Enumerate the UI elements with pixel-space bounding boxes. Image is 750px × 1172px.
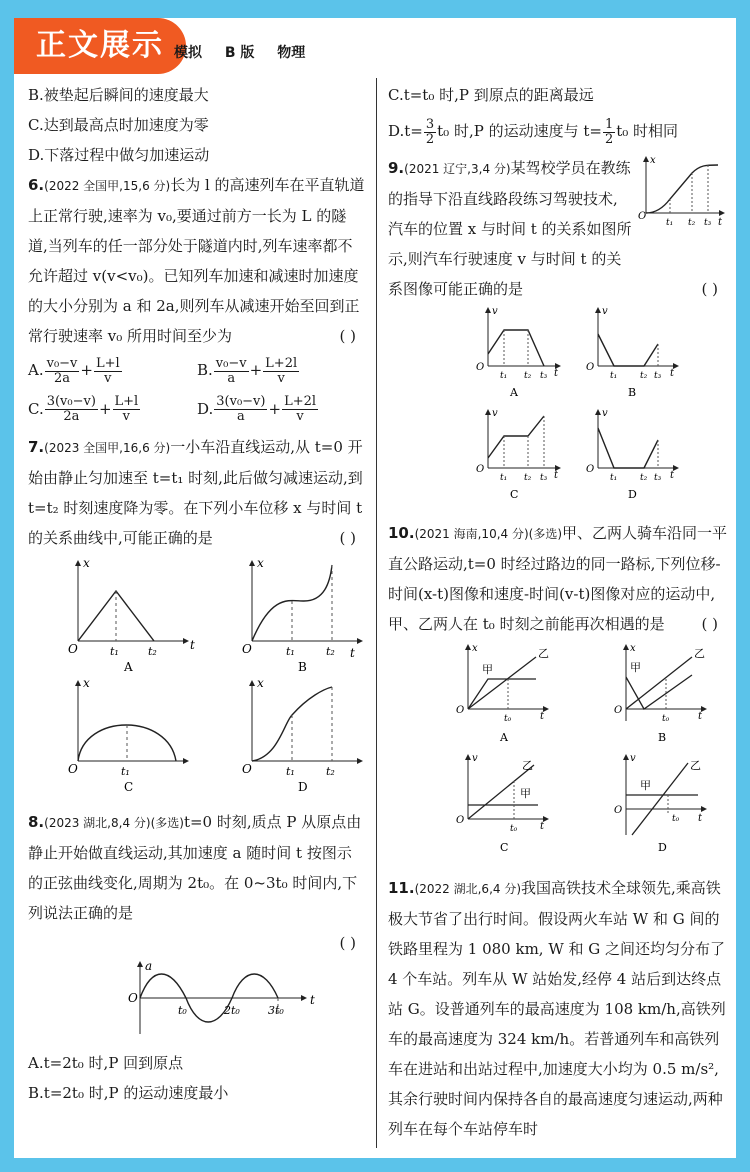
q5-option-d: D.下落过程中做匀加速运动: [28, 146, 210, 164]
q7-a-caption: A: [124, 660, 133, 674]
q6-d-den2: v: [296, 409, 304, 424]
q9-b-t2: t₂: [640, 370, 648, 381]
q8-answer-blank: ( ): [339, 934, 356, 952]
column-divider: [376, 78, 377, 1148]
q6-text: 长为 l 的高速列车在平直轨道上正常行驶,速率为 v₀,要通过前方一长为 L 的隧道,当列车的任一部分处于隧道内时,列车速率都不允许超过 v(v<v₀)。已知列车加速和减速时加速度的大小分别为 a 和 2a,则列车从减速开始至回到正常行驶速率 v₀ 所用时间至少为: [28, 176, 365, 345]
q7-b-t1: t₁: [286, 645, 295, 658]
header-tag: 模拟: [174, 45, 202, 61]
q9-a-tlabel: t: [554, 367, 559, 379]
q6-d-num2: L+2l: [284, 394, 317, 409]
q10-c-origin: O: [456, 814, 465, 826]
section-banner: 正文展示: [14, 18, 186, 74]
q7-c-origin: O: [68, 762, 78, 776]
q10-d-caption: D: [658, 840, 667, 854]
page: [14, 18, 736, 1158]
q9-c-vlabel: v: [492, 407, 498, 419]
q6-c-num2: L+l: [114, 394, 139, 409]
q9-xt-origin: O: [638, 210, 647, 222]
q9-b-t1: t₁: [610, 370, 618, 381]
q6-a-den2: v: [104, 370, 112, 386]
q9-xt-t2: t₂: [688, 217, 696, 228]
q9-b-t3: t₃: [654, 370, 662, 381]
q10-text: 甲、乙两人骑车沿同一平直公路运动,t=0 时经过路边的同一路标,下列位移-时间(x-t)图像和速度-时间(v-t)图像对应的运动中,甲、乙两人在 t₀ 时刻之前能再次相遇的是: [388, 523, 728, 633]
q6-c-label: C.: [28, 399, 44, 418]
q9-xt-figure: [638, 153, 728, 233]
q10-d-yi: 乙: [690, 758, 701, 772]
q10-a-yi: 乙: [538, 646, 549, 660]
q10-fig-a: [456, 643, 549, 744]
q10-d-tlabel: t: [698, 812, 703, 824]
q6-a-frac2: [94, 357, 122, 386]
q9-d-caption: D: [628, 487, 637, 501]
q9-a-origin: O: [476, 361, 485, 373]
q8-d-part1: D.t=: [388, 122, 423, 140]
q9-c-t1: t₁: [500, 472, 508, 483]
q10-b-tlabel: t: [698, 710, 703, 722]
q10-b-caption: B: [658, 730, 667, 744]
q10-c-t0: t₀: [510, 823, 518, 834]
question-11: [388, 873, 728, 1144]
q7-figures: [28, 553, 366, 793]
q8-d-num2: 1: [604, 116, 614, 132]
q7-b-xlabel: x: [257, 556, 264, 570]
question-9: [388, 153, 728, 304]
q7-d-xlabel: x: [257, 676, 264, 690]
q9-d-t1: t₁: [610, 472, 618, 483]
q6-option-c: C. $\frac{\text{3(v₀−v)}}{2a}$ + $\frac{L+l}{v}$: [28, 394, 139, 424]
q10-number: 10.: [388, 523, 415, 542]
left-column: [28, 80, 366, 1108]
q5-option-b: B.被垫起后瞬间的速度最大: [28, 86, 209, 104]
q9-d-tlabel: t: [670, 469, 675, 481]
q7-d-origin: O: [242, 762, 252, 776]
q9-c-tlabel: t: [554, 469, 559, 481]
q8-alabel: a: [145, 959, 153, 973]
q8-option-c: C.t=t₀ 时,P 到原点的距离最远: [388, 86, 594, 104]
q7-b-t2: t₂: [326, 645, 335, 658]
q10-b-jia: 甲: [630, 660, 641, 674]
q9-d-origin: O: [586, 463, 595, 475]
q8-tlabel: t: [310, 993, 315, 1007]
q6-source: (2022 全国甲,15,6 分): [44, 179, 171, 193]
q6-options-row-1: [28, 355, 366, 386]
q6-b-den2: v: [277, 370, 285, 386]
q8-figure: [28, 958, 366, 1038]
q6-answer-blank: ( ): [339, 327, 356, 345]
q9-d-t3: t₃: [654, 472, 662, 483]
q10-a-xlabel: x: [472, 642, 478, 654]
q7-d-t2: t₂: [326, 765, 335, 778]
q7-source: (2023 全国甲,16,6 分): [44, 441, 171, 455]
q8-d-frac2: [603, 118, 615, 147]
q6-d-den1: a: [236, 409, 245, 424]
q10-b-origin: O: [614, 704, 623, 716]
q9-b-origin: O: [586, 361, 595, 373]
q10-b-t0: t₀: [662, 713, 670, 724]
q10-d-jia: 甲: [640, 778, 651, 792]
q9-fig-c: [476, 408, 560, 501]
q9-text: 某驾校学员在教练的指导下沿直线路段练习驾驶技术,汽车的位置 x 与时间 t 的关系如图所示,则汽车行驶速度 v 与时间 t 的关系图像可能正确的是: [388, 158, 632, 298]
q7-fig-b: [242, 556, 362, 674]
question-7: [28, 432, 366, 553]
q9-number: 9.: [388, 158, 405, 177]
q10-c-caption: C: [500, 840, 509, 854]
q6-c-den2: v: [122, 409, 131, 424]
q7-fig-a: [68, 556, 195, 674]
q9-a-caption: A: [510, 385, 518, 399]
q8-d-den1: 2: [425, 131, 435, 147]
q8-3t0: 3t₀: [268, 1004, 284, 1017]
q9-c-caption: C: [510, 487, 519, 501]
q9-d-t2: t₂: [640, 472, 648, 483]
right-column: [388, 80, 728, 1144]
q7-a-t2: t₂: [148, 645, 157, 658]
q7-number: 7.: [28, 438, 45, 456]
q7-c-xlabel: x: [83, 676, 90, 690]
q9-b-caption: B: [628, 385, 637, 399]
q7-b-origin: O: [242, 642, 252, 656]
q10-a-t0: t₀: [504, 713, 512, 724]
q5-option-c: C.达到最高点时加速度为零: [28, 116, 209, 134]
q10-c-yi: 乙: [522, 758, 533, 772]
q7-a-origin: O: [68, 642, 78, 656]
q10-d-t0: t₀: [672, 813, 680, 824]
q9-fig-a: [476, 306, 560, 399]
question-6: [28, 170, 366, 351]
q7-a-tlabel: t: [190, 638, 195, 652]
q9-a-vlabel: v: [492, 305, 498, 317]
q6-a-label: A.: [28, 361, 44, 379]
q10-c-vlabel: v: [472, 752, 478, 764]
q8-d-part2: t₀ 时,P 的运动速度与 t=: [437, 122, 602, 140]
q6-option-b: B. $\frac{\text{v₀−v}}{a}$ + $\frac{L+2l}{v}$: [197, 355, 298, 386]
q10-a-jia: 甲: [482, 662, 493, 676]
q10-fig-b: [614, 643, 706, 744]
q8-d-frac1: [424, 118, 436, 147]
q10-a-caption: A: [500, 730, 508, 744]
q6-d-label: D.: [197, 399, 214, 418]
q8-origin: O: [128, 991, 138, 1005]
q10-answer-blank: ( ): [701, 614, 718, 633]
q7-a-t1: t₁: [110, 645, 119, 658]
q8-option-b: B.t=2t₀ 时,P 的运动速度最小: [28, 1084, 229, 1102]
q8-d-part3: t₀ 时相同: [616, 122, 679, 140]
q10-a-origin: O: [456, 704, 465, 716]
header-subject: 物理: [277, 45, 306, 61]
q8-t0: t₀: [178, 1004, 187, 1017]
question-10: [388, 518, 728, 639]
q6-c-frac2: [113, 395, 141, 424]
q11-source: (2022 湖北,6,4 分): [414, 881, 522, 896]
q7-d-caption: D: [298, 780, 308, 793]
q6-d-num1: 3(v₀−v): [216, 394, 266, 409]
q10-d-origin: O: [614, 804, 623, 816]
q8-number: 8.: [28, 813, 45, 831]
q9-fig-b: [586, 306, 678, 399]
q6-d-frac2: [282, 395, 318, 424]
q9-fig-d: [586, 408, 678, 501]
q8-source: (2023 湖北,8,4 分)(多选): [44, 816, 184, 830]
q10-fig-c: [456, 753, 548, 854]
q10-figures: [388, 639, 728, 859]
q6-c-frac1: [45, 395, 98, 424]
q10-b-xlabel: x: [630, 642, 636, 654]
q10-source: (2021 海南,10,4 分)(多选): [414, 526, 563, 541]
q7-b-caption: B: [298, 660, 307, 674]
q9-a-t3: t₃: [540, 370, 548, 381]
q10-c-tlabel: t: [540, 820, 545, 832]
q6-options-row-2: [28, 394, 366, 425]
q6-a-num1: v₀−v: [46, 355, 78, 371]
q6-c-den1: 2a: [63, 409, 80, 424]
q9-c-t3: t₃: [540, 472, 548, 483]
q6-a-num2: L+l: [95, 355, 120, 371]
q9-source: (2021 辽宁,3,4 分): [404, 161, 511, 176]
q7-b-tlabel: t: [350, 646, 355, 660]
q11-number: 11.: [388, 878, 415, 897]
q9-b-tlabel: t: [670, 367, 675, 379]
q8-option-d: [388, 116, 728, 147]
q6-option-d: D. $\frac{\text{3(v₀−v)}}{a}$ + $\frac{L+2l}{v}$: [197, 394, 317, 424]
header-edition: B 版: [224, 45, 255, 61]
q8-text: t=0 时刻,质点 P 从原点由静止开始做直线运动,其加速度 a 随时间 t 按图示的正弦曲线变化,周期为 2t₀。在 0~3t₀ 时间内,下列说法正确的是: [28, 813, 362, 922]
q8-option-a: A.t=2t₀ 时,P 回到原点: [28, 1054, 184, 1072]
q7-c-t1: t₁: [121, 765, 130, 778]
q6-b-label: B.: [197, 361, 213, 379]
q7-text: 一小车沿直线运动,从 t=0 开始由静止匀加速至 t=t₁ 时刻,此后做匀减速运动,到 t=t₂ 时刻速度降为零。在下列小车位移 x 与时间 t 的关系曲线中,可能正确的是: [28, 438, 363, 547]
q8-d-num1: 3: [425, 116, 435, 132]
q9-xt-tlabel: t: [718, 216, 723, 228]
q10-d-vlabel: v: [630, 752, 636, 764]
q9-a-t2: t₂: [524, 370, 532, 381]
question-8: [28, 807, 366, 928]
q7-fig-d: [242, 676, 362, 793]
q7-c-caption: C: [124, 780, 134, 793]
q10-a-tlabel: t: [540, 710, 545, 722]
q6-number: 6.: [28, 176, 45, 194]
q9-answer-blank: ( ): [701, 279, 718, 298]
q6-b-num1: v₀−v: [215, 355, 247, 371]
q9-figures: [388, 304, 728, 504]
q7-fig-c: [68, 676, 188, 793]
q9-xt-xlabel: x: [650, 154, 656, 166]
q7-answer-blank: ( ): [339, 529, 356, 547]
q9-c-t2: t₂: [524, 472, 532, 483]
q6-b-num2: L+2l: [265, 355, 298, 371]
q6-option-a: A. $\frac{\text{v₀−v}}{2a}$ + $\frac{L+l}{v}$: [28, 355, 120, 386]
q9-c-origin: O: [476, 463, 485, 475]
q9-xt-t3: t₃: [704, 217, 712, 228]
q9-a-t1: t₁: [500, 370, 508, 381]
q10-c-jia: 甲: [520, 786, 531, 800]
q10-fig-d: [614, 753, 706, 854]
q6-a-den1: 2a: [53, 370, 71, 386]
q8-d-den2: 2: [604, 131, 614, 147]
q6-a-frac1: [45, 357, 80, 386]
page-header: [174, 42, 323, 62]
q10-b-yi: 乙: [694, 646, 705, 660]
q6-d-frac1: [214, 395, 267, 424]
q6-b-frac2: [263, 357, 299, 386]
q11-text: 我国高铁技术全球领先,乘高铁极大节省了出行时间。假设两火车站 W 和 G 间的铁路里程为 1 080 km, W 和 G 之间还均匀分布了 4 个车站。列车从 W 站始发,经停 4 站后到达终点站 G。设普通列车的最高速度为 108 km/h,高铁列车的最高速度为 324 km/h。若普通列车和高铁列车在进站和出站过程中,加速度大小均为 0.5 m/s²,其余行驶时间内保持各自的最高速度匀速运动,两种列车在每个车站停车时: [388, 878, 726, 1138]
q9-d-vlabel: v: [602, 407, 608, 419]
q7-d-t1: t₁: [286, 765, 295, 778]
q6-b-frac1: [214, 357, 249, 386]
q9-xt-t1: t₁: [666, 217, 674, 228]
q6-c-num1: 3(v₀−v): [46, 394, 96, 409]
q6-b-den1: a: [227, 370, 236, 386]
q9-b-vlabel: v: [602, 305, 608, 317]
q7-a-xlabel: x: [83, 556, 90, 570]
q8-2t0: 2t₀: [224, 1004, 240, 1017]
